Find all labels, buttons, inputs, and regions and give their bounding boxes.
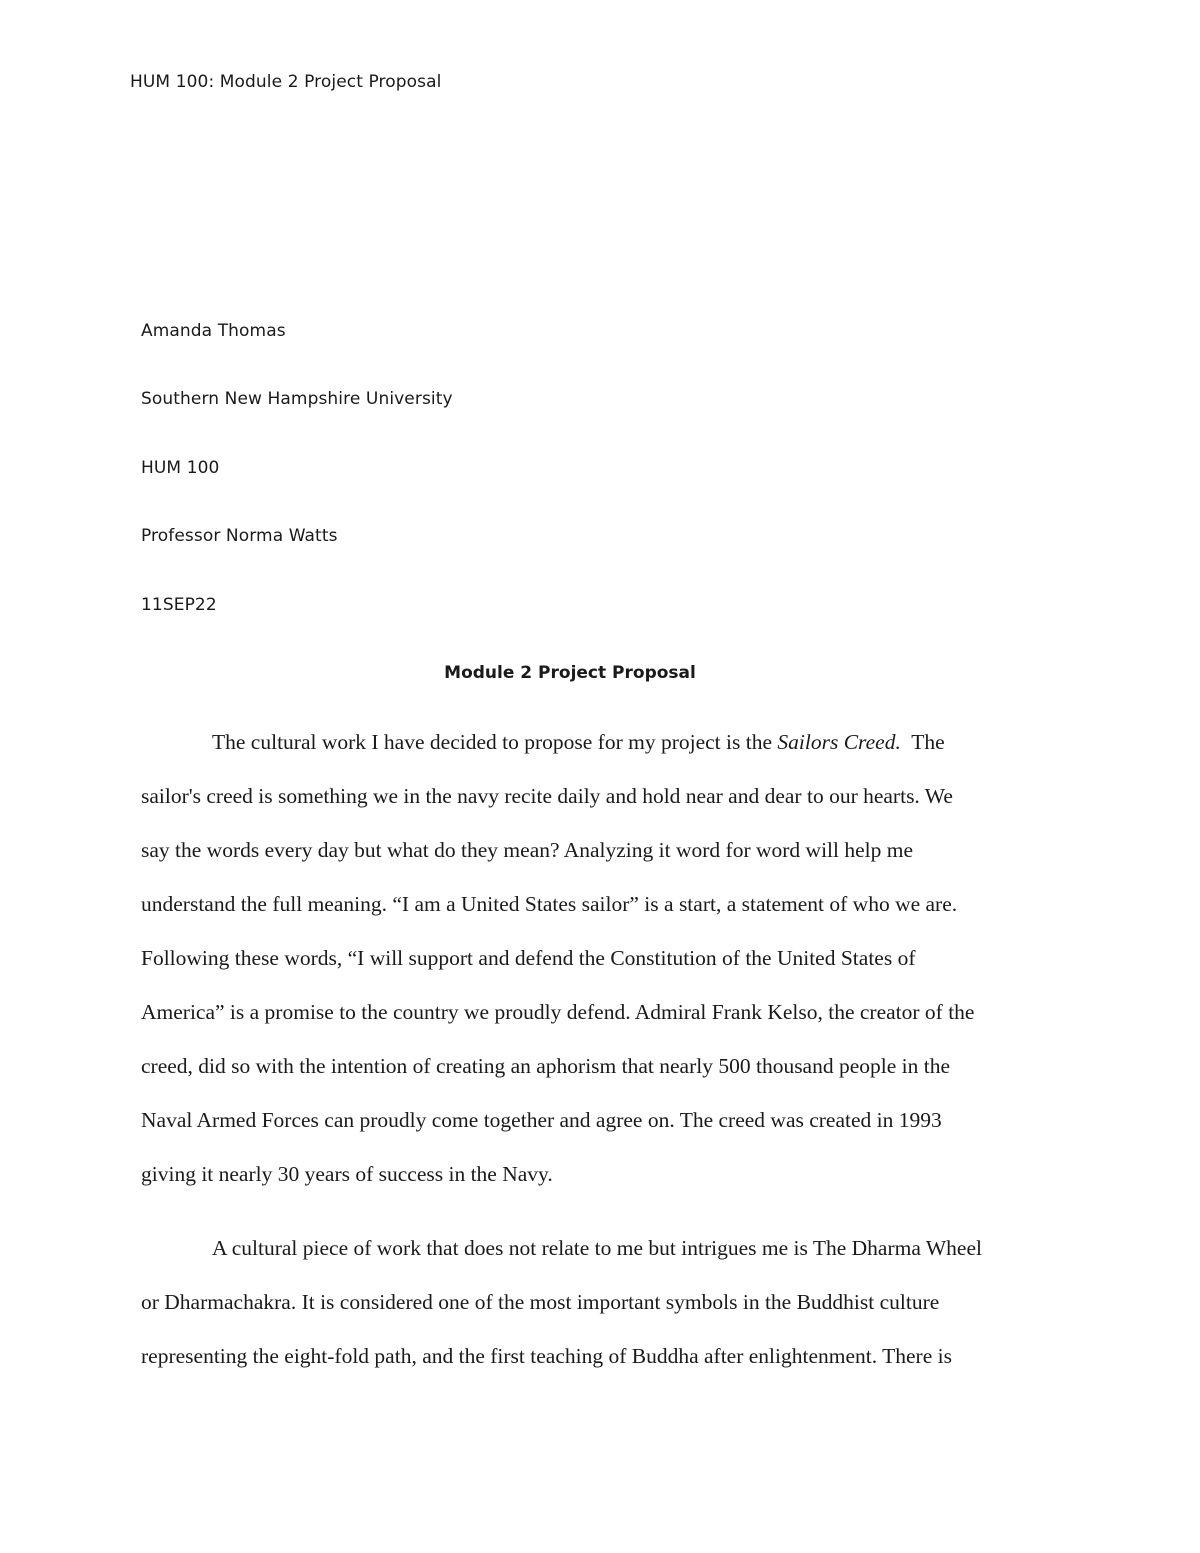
institution-name: Southern New Hampshire University: [141, 389, 453, 409]
paragraph-line: America” is a promise to the country we proudly defend. Admiral Frank Kelso, the creator of the: [141, 1000, 975, 1024]
paragraph-line: Following these words, “I will support and defend the Constitution of the United States of: [141, 946, 916, 970]
paragraph-line: or Dharmachakra. It is considered one of the most important symbols in the Buddhist culture: [141, 1290, 940, 1314]
paragraph-line: A cultural piece of work that does not relate to me but intrigues me is The Dharma Wheel: [212, 1236, 982, 1260]
line-text: The cultural work I have decided to propose for my project is the: [212, 730, 778, 754]
paragraph-line: creed, did so with the intention of creating an aphorism that nearly 500 thousand people in the: [141, 1054, 951, 1078]
paragraph-1: [141, 715, 1066, 1201]
paragraph-line: giving it nearly 30 years of success in the Navy.: [141, 1162, 553, 1186]
paragraph-line: say the words every day but what do they mean? Analyzing it word for word will help me: [141, 838, 914, 862]
professor-name: Professor Norma Watts: [141, 526, 338, 546]
paragraph-line: [141, 715, 1066, 769]
paragraph-line: representing the eight-fold path, and the first teaching of Buddha after enlightenment. There is: [141, 1344, 952, 1368]
course-code: HUM 100: [141, 458, 220, 478]
paragraph-line: Naval Armed Forces can proudly come together and agree on. The creed was created in 1993: [141, 1108, 942, 1132]
line-text-after: The: [900, 730, 945, 754]
submission-date: 11SEP22: [141, 595, 217, 615]
author-name: Amanda Thomas: [141, 321, 286, 341]
paragraph-line: sailor's creed is something we in the navy recite daily and hold near and dear to our hearts. We: [141, 784, 953, 808]
paragraph-2: [141, 1221, 1066, 1383]
running-head: HUM 100: Module 2 Project Proposal: [130, 72, 442, 92]
document-title: Module 2 Project Proposal: [444, 663, 696, 683]
italic-title: Sailors Creed.: [777, 730, 901, 754]
paragraph-line: understand the full meaning. “I am a United States sailor” is a start, a statement of who we are.: [141, 892, 958, 916]
